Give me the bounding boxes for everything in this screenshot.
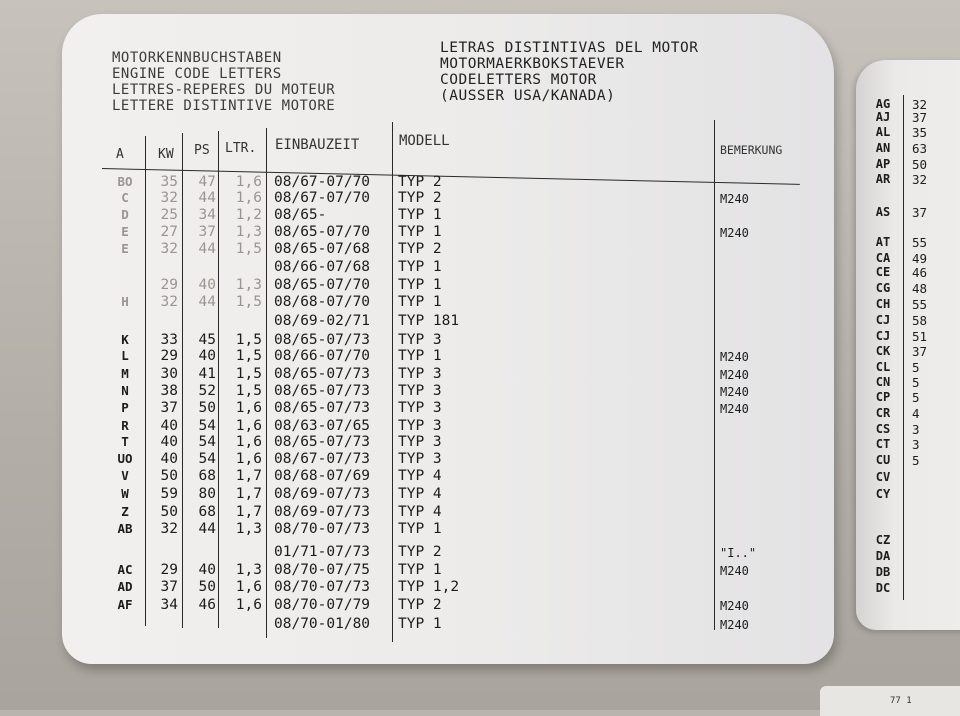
cell-ltr: 1,3 [235, 224, 262, 240]
cell-einbauzeit: 08/68-07/69 [274, 468, 371, 484]
cell-modell: TYP 2 [398, 174, 442, 190]
cell-kw: 32 [160, 241, 178, 257]
cell-ltr: 1,5 [235, 383, 262, 399]
cell-kw: 29 [160, 277, 178, 293]
cell-bemerkung: M240 [720, 226, 749, 240]
second-booklet [820, 686, 960, 716]
cell-modell: TYP 3 [398, 400, 442, 416]
next-page-value: 35 [912, 125, 928, 140]
next-page-divider [903, 95, 904, 600]
cell-ps: 47 [198, 174, 216, 190]
cell-bemerkung: M240 [720, 599, 749, 613]
cell-kw: 32 [160, 190, 178, 206]
cell-kw: 33 [160, 332, 178, 348]
column-divider [218, 131, 219, 628]
next-page-code: CK [875, 344, 891, 358]
cell-einbauzeit: 08/65-07/73 [274, 383, 371, 399]
cell-einbauzeit: 08/65-07/68 [274, 241, 371, 257]
cell-modell: TYP 2 [398, 241, 442, 257]
cell-einbauzeit: 08/65-07/70 [274, 277, 371, 293]
cell-einbauzeit: 08/65-07/73 [274, 434, 371, 450]
cell-code: V [121, 468, 129, 483]
cell-modell: TYP 1 [398, 562, 442, 578]
cell-code: Z [121, 504, 129, 519]
cell-modell: TYP 1 [398, 224, 442, 240]
next-page-code: CP [875, 390, 891, 404]
cell-modell: TYP 1 [398, 207, 442, 223]
cell-ps: 54 [198, 434, 216, 450]
cell-bemerkung: M240 [720, 618, 749, 632]
heading-line: LETRAS DISTINTIVAS DEL MOTOR [440, 40, 699, 56]
next-page-value: 55 [912, 235, 928, 250]
column-divider [392, 122, 393, 642]
next-page-code: CA [875, 251, 891, 265]
cell-ltr: 1,6 [235, 434, 262, 450]
next-page-code: CN [875, 375, 891, 389]
cell-kw: 59 [160, 486, 178, 502]
cell-code: AD [117, 579, 133, 594]
cell-einbauzeit: 08/67-07/70 [274, 174, 371, 190]
cell-ps: 45 [198, 332, 216, 348]
cell-kw: 29 [160, 348, 178, 364]
cell-modell: TYP 3 [398, 366, 442, 382]
heading-line: MOTORKENNBUCHSTABEN [112, 50, 282, 66]
cell-ps: 52 [198, 383, 216, 399]
cell-kw: 32 [160, 294, 178, 310]
cell-ltr: 1,6 [235, 190, 262, 206]
heading-line: (AUSSER USA/KANADA) [440, 88, 616, 104]
heading-line: ENGINE CODE LETTERS [112, 66, 282, 82]
next-page-value: 55 [912, 297, 928, 312]
cell-kw: 30 [160, 366, 178, 382]
cell-einbauzeit: 08/65-07/70 [274, 224, 371, 240]
next-page-value: 32 [912, 172, 928, 187]
next-page-value: 5 [912, 453, 920, 468]
cell-ps: 68 [198, 468, 216, 484]
cell-kw: 38 [160, 383, 178, 399]
cell-einbauzeit: 08/70-07/73 [274, 579, 371, 595]
next-page-value: 63 [912, 141, 928, 156]
cell-kw: 35 [160, 174, 178, 190]
cell-ltr: 1,5 [235, 241, 262, 257]
cell-kw: 50 [160, 504, 178, 520]
next-page-value: 51 [912, 329, 928, 344]
cell-code: N [121, 383, 129, 398]
next-page-code: AL [875, 125, 891, 139]
cell-code: E [121, 224, 129, 239]
cell-bemerkung: M240 [720, 385, 749, 399]
next-page-code: CH [875, 297, 891, 311]
next-page-value: 49 [912, 251, 928, 266]
cell-modell: TYP 3 [398, 434, 442, 450]
cell-ltr: 1,3 [235, 562, 262, 578]
cell-code: UO [117, 451, 133, 466]
cell-ltr: 1,5 [235, 366, 262, 382]
cell-modell: TYP 2 [398, 190, 442, 206]
cell-einbauzeit: 08/65-07/73 [274, 332, 371, 348]
cell-code: P [121, 400, 129, 415]
cell-ltr: 1,6 [235, 597, 262, 613]
cell-modell: TYP 181 [398, 313, 460, 329]
next-page-code: AN [875, 141, 891, 155]
cell-modell: TYP 4 [398, 486, 442, 502]
cell-ltr: 1,5 [235, 294, 262, 310]
next-page-code: AP [875, 157, 891, 171]
cell-ps: 40 [198, 277, 216, 293]
cell-ltr: 1,6 [235, 174, 262, 190]
column-header-modell: MODELL [399, 133, 450, 149]
cell-ps: 44 [198, 521, 216, 537]
cell-kw: 29 [160, 562, 178, 578]
cell-ps: 44 [198, 190, 216, 206]
column-header-einbauzeit: EINBAUZEIT [275, 137, 360, 153]
cell-code: T [121, 434, 129, 449]
next-page-value: 3 [912, 437, 920, 452]
next-page-code: AS [875, 205, 891, 219]
cell-code: L [121, 348, 129, 363]
cell-code: W [121, 486, 129, 501]
cell-bemerkung: M240 [720, 350, 749, 364]
next-page-value: 50 [912, 157, 928, 172]
cell-einbauzeit: 08/70-07/75 [274, 562, 371, 578]
cell-code: BO [117, 174, 133, 189]
cell-kw: 40 [160, 451, 178, 467]
cell-ltr: 1,6 [235, 418, 262, 434]
cell-kw: 25 [160, 207, 178, 223]
next-page-code: CR [875, 406, 891, 420]
cell-modell: TYP 2 [398, 597, 442, 613]
cell-ps: 68 [198, 504, 216, 520]
next-page-code: AT [875, 235, 891, 249]
cell-code: R [121, 418, 129, 433]
cell-einbauzeit: 08/66-07/70 [274, 348, 371, 364]
heading-line: CODELETTERS MOTOR [440, 72, 597, 88]
cell-kw: 40 [160, 418, 178, 434]
cell-ltr: 1,3 [235, 521, 262, 537]
cell-ps: 46 [198, 597, 216, 613]
cell-modell: TYP 1 [398, 277, 442, 293]
cell-bemerkung: M240 [720, 564, 749, 578]
next-page-value: 37 [912, 205, 928, 220]
cell-einbauzeit: 08/69-07/73 [274, 504, 371, 520]
cell-kw: 34 [160, 597, 178, 613]
cell-kw: 40 [160, 434, 178, 450]
next-page-code: CG [875, 281, 891, 295]
cell-einbauzeit: 08/69-07/73 [274, 486, 371, 502]
cell-code: H [121, 294, 129, 309]
next-page-code: CT [875, 437, 891, 451]
next-page-code: DC [875, 581, 891, 595]
cell-ltr: 1,7 [235, 468, 262, 484]
cell-bemerkung: M240 [720, 192, 749, 206]
cell-code: AC [117, 562, 133, 577]
cell-ltr: 1,6 [235, 579, 262, 595]
cell-code: K [121, 332, 129, 347]
heading-left [112, 50, 335, 114]
column-divider [182, 133, 183, 628]
cell-einbauzeit: 08/70-07/73 [274, 521, 371, 537]
cell-ltr: 1,5 [235, 348, 262, 364]
next-page-code: DB [875, 565, 891, 579]
column-header-a: A [116, 147, 124, 162]
cell-ps: 50 [198, 579, 216, 595]
cell-kw: 32 [160, 521, 178, 537]
cell-kw: 37 [160, 400, 178, 416]
cell-ltr: 1,2 [235, 207, 262, 223]
cell-ps: 80 [198, 486, 216, 502]
cell-kw: 37 [160, 579, 178, 595]
column-divider [714, 120, 715, 630]
heading-line: MOTORMAERKBOKSTAEVER [440, 56, 625, 72]
cell-modell: TYP 1 [398, 259, 442, 275]
cell-modell: TYP 2 [398, 544, 442, 560]
cell-ps: 41 [198, 366, 216, 382]
next-page-code: AG [875, 97, 891, 111]
cell-ps: 44 [198, 241, 216, 257]
cell-einbauzeit: 08/63-07/65 [274, 418, 371, 434]
next-page-value: 5 [912, 375, 920, 390]
cell-ltr: 1,7 [235, 486, 262, 502]
cell-modell: TYP 3 [398, 383, 442, 399]
next-page-value: 46 [912, 265, 928, 280]
cell-einbauzeit: 08/70-07/79 [274, 597, 371, 613]
cell-modell: TYP 1 [398, 348, 442, 364]
cell-ps: 50 [198, 400, 216, 416]
cell-code: C [121, 190, 129, 205]
next-page-code: CE [875, 265, 891, 279]
next-page-code: AR [875, 172, 891, 186]
next-page-value: 37 [912, 110, 928, 125]
cell-einbauzeit: 08/65-07/73 [274, 366, 371, 382]
cell-ps: 54 [198, 451, 216, 467]
cell-kw: 27 [160, 224, 178, 240]
cell-ltr: 1,3 [235, 277, 262, 293]
next-page-value: 58 [912, 313, 928, 328]
cell-bemerkung: M240 [720, 402, 749, 416]
next-page-code: CL [875, 360, 891, 374]
column-header-ltr: LTR. [225, 141, 257, 156]
cell-ltr: 1,6 [235, 400, 262, 416]
cell-modell: TYP 1 [398, 521, 442, 537]
column-header-bemerkung: BEMERKUNG [720, 143, 783, 157]
cell-einbauzeit: 08/65-07/73 [274, 400, 371, 416]
next-page-value: 3 [912, 422, 920, 437]
cell-ltr: 1,6 [235, 451, 262, 467]
cell-modell: TYP 3 [398, 332, 442, 348]
heading-right [440, 40, 698, 104]
cell-ps: 40 [198, 348, 216, 364]
column-divider [145, 136, 146, 626]
cell-einbauzeit: 08/70-01/80 [274, 616, 371, 632]
cell-kw: 50 [160, 468, 178, 484]
next-page-code: CU [875, 453, 891, 467]
next-page-value: 5 [912, 360, 920, 375]
cell-ps: 54 [198, 418, 216, 434]
cell-bemerkung: M240 [720, 368, 749, 382]
next-page-code: CV [875, 470, 891, 484]
cell-einbauzeit: 08/66-07/68 [274, 259, 371, 275]
next-page-code: CJ [875, 329, 891, 343]
cell-einbauzeit: 01/71-07/73 [274, 544, 371, 560]
heading-line: LETTRES-REPERES DU MOTEUR [112, 82, 336, 98]
cell-einbauzeit: 08/65- [274, 207, 327, 223]
next-page-value: 37 [912, 344, 928, 359]
next-page-value: 32 [912, 97, 928, 112]
next-page-code: DA [875, 549, 891, 563]
next-page-code: CJ [875, 313, 891, 327]
cell-einbauzeit: 08/68-07/70 [274, 294, 371, 310]
cell-ps: 40 [198, 562, 216, 578]
cell-ltr: 1,5 [235, 332, 262, 348]
cell-bemerkung: "I.." [720, 546, 757, 560]
column-divider [266, 128, 267, 638]
heading-line: LETTERE DISTINTIVE MOTORE [112, 98, 336, 114]
cell-ltr: 1,7 [235, 504, 262, 520]
cell-ps: 44 [198, 294, 216, 310]
cell-modell: TYP 1 [398, 616, 442, 632]
cell-ps: 37 [198, 224, 216, 240]
cell-modell: TYP 1 [398, 294, 442, 310]
cell-modell: TYP 1,2 [398, 579, 460, 595]
cell-code: D [121, 207, 129, 222]
next-page-code: CY [875, 487, 891, 501]
next-page-code: AJ [875, 110, 891, 124]
cell-code: M [121, 366, 129, 381]
cell-modell: TYP 4 [398, 504, 442, 520]
cell-code: AB [117, 521, 133, 536]
column-header-kw: KW [158, 147, 174, 162]
second-booklet-text: 77 1 [890, 696, 912, 706]
cell-ps: 34 [198, 207, 216, 223]
next-page-value: 48 [912, 281, 928, 296]
next-page-code: CS [875, 422, 891, 436]
cell-einbauzeit: 08/69-02/71 [274, 313, 371, 329]
column-header-ps: PS [194, 143, 210, 158]
next-page-value: 5 [912, 390, 920, 405]
cell-modell: TYP 3 [398, 451, 442, 467]
cell-code: AF [117, 597, 133, 612]
next-page-value: 4 [912, 406, 920, 421]
cell-einbauzeit: 08/67-07/73 [274, 451, 371, 467]
cell-einbauzeit: 08/67-07/70 [274, 190, 371, 206]
cell-modell: TYP 4 [398, 468, 442, 484]
cell-code: E [121, 241, 129, 256]
cell-modell: TYP 3 [398, 418, 442, 434]
next-page-code: CZ [875, 533, 891, 547]
